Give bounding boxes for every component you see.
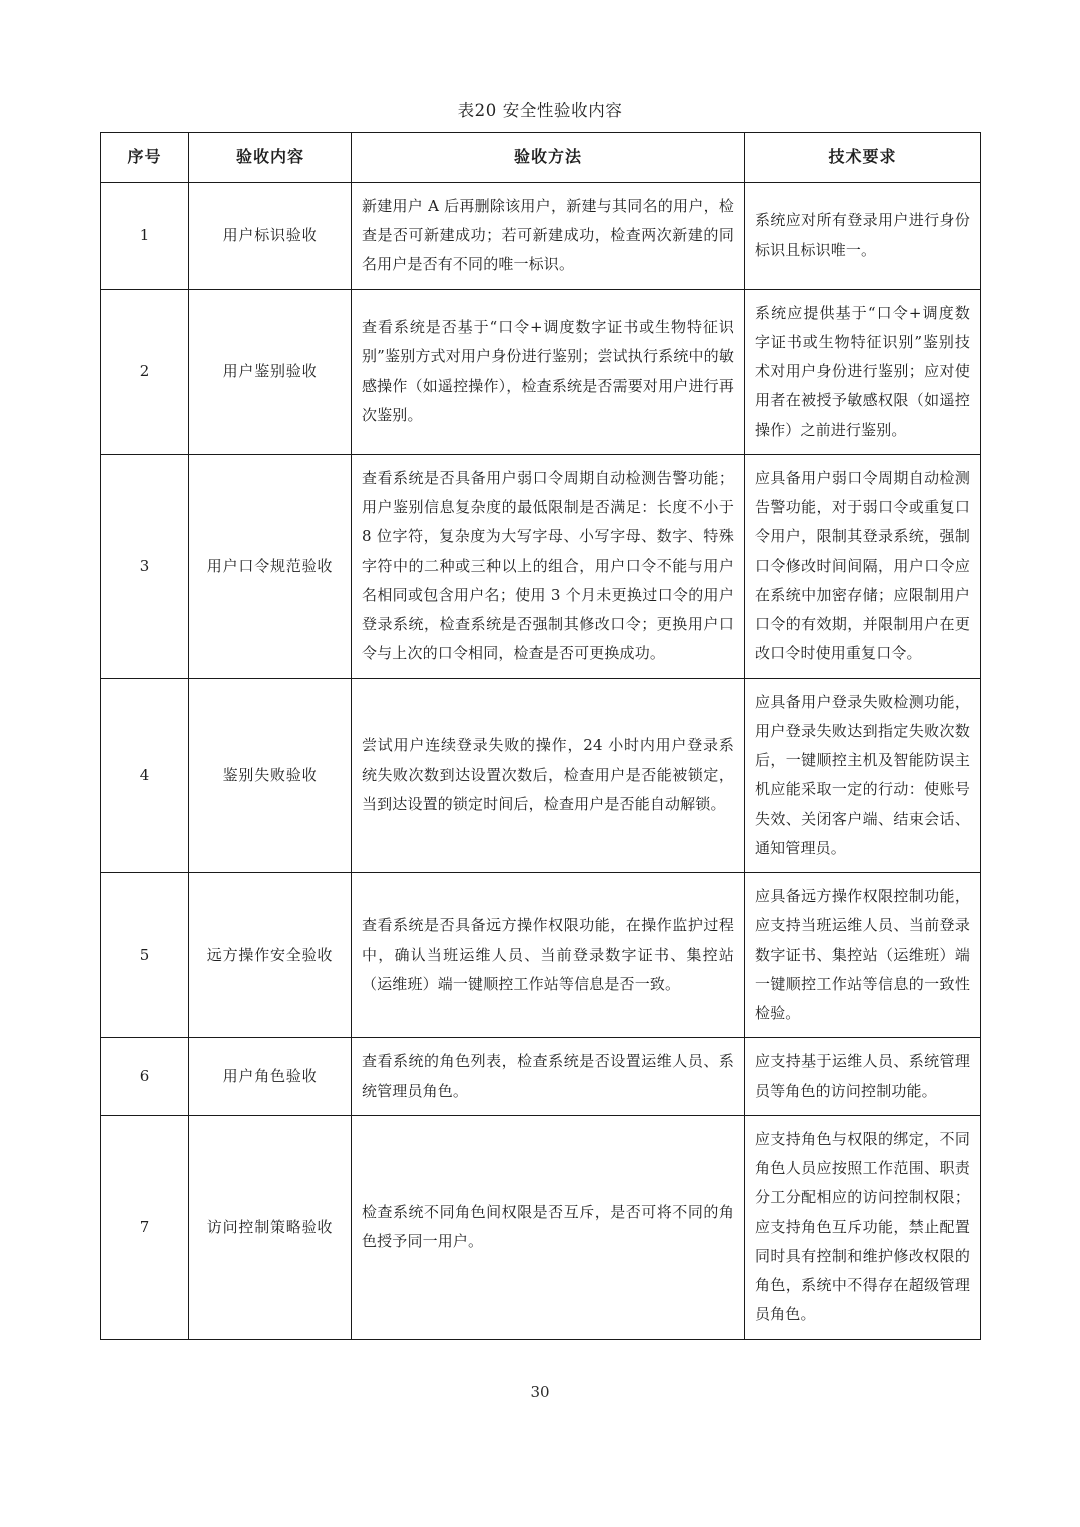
table-header (101, 133, 981, 183)
cell-seq: 1 (101, 182, 189, 289)
page-number: 30 (530, 1383, 550, 1401)
cell-method: 新建用户 A 后再删除该用户，新建与其同名的用户，检查是否可新建成功；若可新建成功，检查两次新建的同名用户是否有不同的唯一标识。 (352, 182, 745, 289)
table-header-row (101, 133, 981, 183)
cell-method: 检查系统不同角色间权限是否互斥，是否可将不同的角色授予同一用户。 (352, 1115, 745, 1339)
cell-requirement: 应具备用户弱口令周期自动检测告警功能，对于弱口令或重复口令用户，限制其登录系统，强制口令修改时间间隔，用户口令应在系统中加密存储；应限制用户口令的有效期，并限制用户在更改口令时使用重复口令。 (745, 454, 981, 678)
cell-method: 查看系统是否具备远方操作权限功能，在操作监护过程中，确认当班运维人员、当前登录数字证书、集控站（运维班）端一键顺控工作站等信息是否一致。 (352, 873, 745, 1038)
cell-seq: 7 (101, 1115, 189, 1339)
table-row (101, 678, 981, 873)
cell-requirement: 系统应提供基于“口令+调度数字证书或生物特征识别”鉴别技术对用户身份进行鉴别；应对使用者在被授予敏感权限（如遥控操作）之前进行鉴别。 (745, 289, 981, 454)
cell-method: 查看系统的角色列表，检查系统是否设置运维人员、系统管理员角色。 (352, 1038, 745, 1116)
cell-item: 鉴别失败验收 (189, 678, 352, 873)
cell-seq: 3 (101, 454, 189, 678)
table-row (101, 1115, 981, 1339)
cell-seq: 5 (101, 873, 189, 1038)
cell-item: 用户标识验收 (189, 182, 352, 289)
cell-method: 尝试用户连续登录失败的操作，24 小时内用户登录系统失败次数到达设置次数后，检查用户是否能被锁定，当到达设置的锁定时间后，检查用户是否能自动解锁。 (352, 678, 745, 873)
cell-item: 用户口令规范验收 (189, 454, 352, 678)
cell-seq: 6 (101, 1038, 189, 1116)
column-header-method: 验收方法 (352, 133, 745, 183)
table-row (101, 873, 981, 1038)
cell-seq: 4 (101, 678, 189, 873)
table-body (101, 182, 981, 1339)
cell-item: 用户角色验收 (189, 1038, 352, 1116)
table-caption: 表20 安全性验收内容 (457, 101, 623, 120)
table-container (100, 132, 980, 1340)
table-row (101, 454, 981, 678)
cell-item: 远方操作安全验收 (189, 873, 352, 1038)
cell-requirement: 应支持基于运维人员、系统管理员等角色的访问控制功能。 (745, 1038, 981, 1116)
column-header-seq: 序号 (101, 133, 189, 183)
acceptance-table (100, 132, 981, 1340)
cell-item: 访问控制策略验收 (189, 1115, 352, 1339)
cell-method: 查看系统是否具备用户弱口令周期自动检测告警功能；用户鉴别信息复杂度的最低限制是否满足：长度不小于 8 位字符，复杂度为大写字母、小写字母、数字、特殊字符中的二种或三种以上的组合，用户口令不能与用户名相同或包含用户名；使用 3 个月未更换过口令的用户登录系统，检查系统是否强制其修改口令；更换用户口令与上次的口令相同，检查是否可更换成功。 (352, 454, 745, 678)
cell-requirement: 应具备远方操作权限控制功能，应支持当班运维人员、当前登录数字证书、集控站（运维班）端一键顺控工作站等信息的一致性检验。 (745, 873, 981, 1038)
table-row (101, 1038, 981, 1116)
cell-requirement: 应具备用户登录失败检测功能，用户登录失败达到指定失败次数后，一键顺控主机及智能防误主机应能采取一定的行动：使账号失效、关闭客户端、结束会话、通知管理员。 (745, 678, 981, 873)
cell-requirement: 应支持角色与权限的绑定，不同角色人员应按照工作范围、职责分工分配相应的访问控制权限；应支持角色互斥功能，禁止配置同时具有控制和维护修改权限的角色，系统中不得存在超级管理员角色。 (745, 1115, 981, 1339)
cell-method: 查看系统是否基于“口令+调度数字证书或生物特征识别”鉴别方式对用户身份进行鉴别；尝试执行系统中的敏感操作（如遥控操作），检查系统是否需要对用户进行再次鉴别。 (352, 289, 745, 454)
column-header-item: 验收内容 (189, 133, 352, 183)
table-row (101, 289, 981, 454)
cell-requirement: 系统应对所有登录用户进行身份标识且标识唯一。 (745, 182, 981, 289)
cell-seq: 2 (101, 289, 189, 454)
table-row (101, 182, 981, 289)
cell-item: 用户鉴别验收 (189, 289, 352, 454)
column-header-req: 技术要求 (745, 133, 981, 183)
